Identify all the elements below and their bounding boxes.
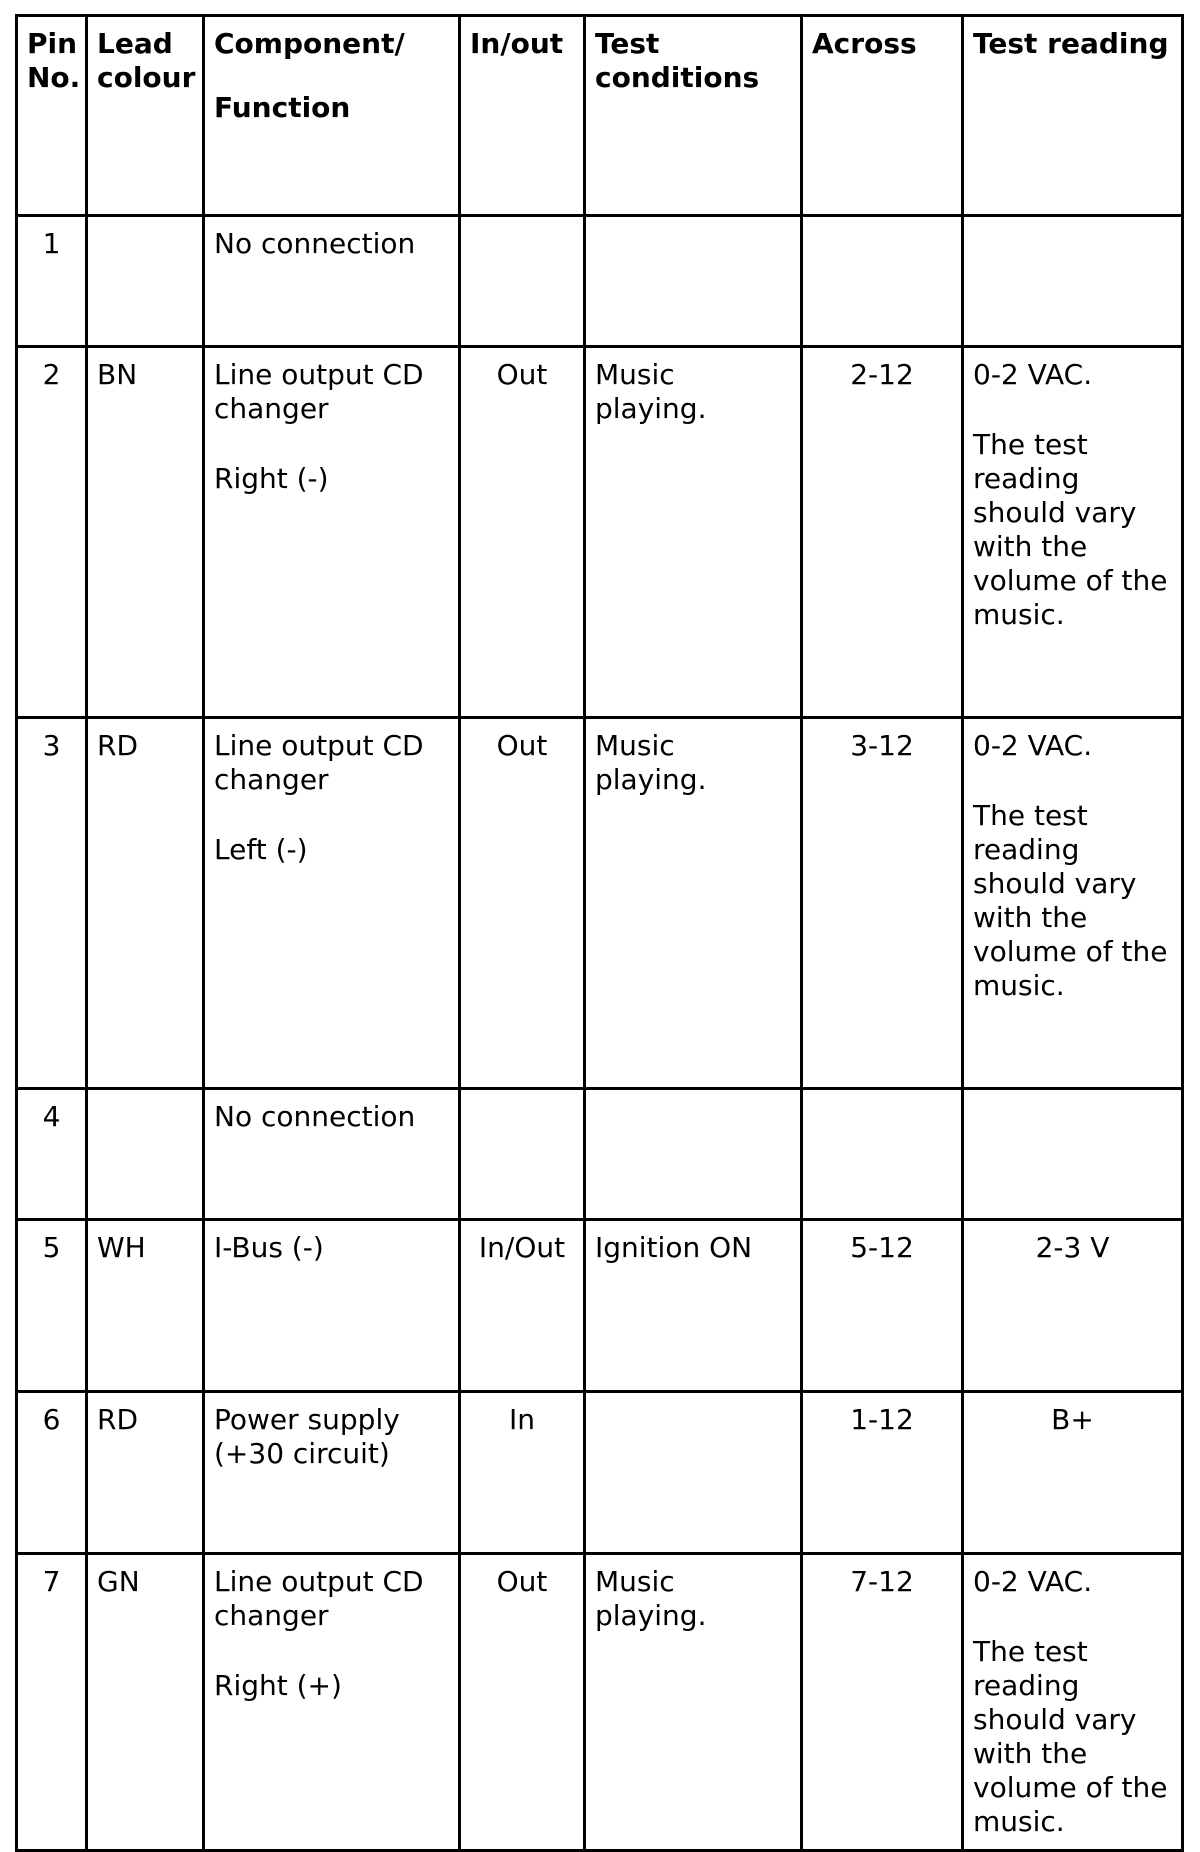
reading-text: B+: [1051, 1403, 1094, 1436]
cell-pin-no: 4: [17, 1089, 87, 1220]
component-text: I-Bus (-): [214, 1231, 324, 1264]
header-pin-no: Pin No.: [17, 16, 87, 216]
cell-test-conditions: [585, 216, 802, 347]
header-in-out: In/out: [460, 16, 585, 216]
cell-test-conditions: [585, 1392, 802, 1554]
cell-in-out: Out: [460, 718, 585, 1089]
reading-text: 0-2 VAC.: [973, 1565, 1093, 1598]
cell-pin-no: 6: [17, 1392, 87, 1554]
cell-lead-colour: [87, 1089, 204, 1220]
table-row: [17, 347, 1183, 718]
table-row: [17, 1392, 1183, 1554]
cell-across: 1-12: [802, 1392, 963, 1554]
cell-lead-colour: BN: [87, 347, 204, 718]
table-row: [17, 1554, 1183, 1851]
component-text: Right (+): [214, 1669, 342, 1702]
cell-component-function: [204, 1392, 460, 1554]
cell-across: 7-12: [802, 1554, 963, 1851]
header-test-conditions: Test conditions: [585, 16, 802, 216]
reading-text: 0-2 VAC.: [973, 358, 1093, 391]
cell-test-reading: [963, 1220, 1183, 1392]
cell-component-function: [204, 216, 460, 347]
table-row: [17, 1220, 1183, 1392]
cell-lead-colour: RD: [87, 1392, 204, 1554]
component-text: Line output CD changer: [214, 1565, 424, 1632]
component-text: Line output CD changer: [214, 358, 424, 425]
cell-pin-no: 5: [17, 1220, 87, 1392]
cell-test-reading: [963, 1392, 1183, 1554]
cell-lead-colour: GN: [87, 1554, 204, 1851]
reading-text: The test reading should vary with the volume of the music.: [973, 428, 1168, 631]
table-row: [17, 718, 1183, 1089]
cell-test-conditions: Music playing.: [585, 1554, 802, 1851]
header-component-function: Component/ Function: [204, 16, 460, 216]
cell-test-reading: [963, 718, 1183, 1089]
component-text: Power supply (+30 circuit): [214, 1403, 400, 1470]
component-text: Left (-): [214, 833, 308, 866]
cell-pin-no: 3: [17, 718, 87, 1089]
component-text: No connection: [214, 227, 416, 260]
pin-test-table: [15, 14, 1184, 1852]
cell-test-conditions: Music playing.: [585, 718, 802, 1089]
cell-test-reading: [963, 1089, 1183, 1220]
header-test-reading: Test reading: [963, 16, 1183, 216]
cell-in-out: [460, 1089, 585, 1220]
cell-in-out: In: [460, 1392, 585, 1554]
cell-component-function: [204, 1554, 460, 1851]
cell-lead-colour: [87, 216, 204, 347]
table-row: [17, 1089, 1183, 1220]
header-row: [17, 16, 1183, 216]
cell-pin-no: 2: [17, 347, 87, 718]
cell-across: [802, 216, 963, 347]
cell-component-function: [204, 718, 460, 1089]
cell-component-function: [204, 1220, 460, 1392]
cell-in-out: [460, 216, 585, 347]
cell-across: 2-12: [802, 347, 963, 718]
cell-test-conditions: Music playing.: [585, 347, 802, 718]
cell-component-function: [204, 1089, 460, 1220]
reading-text: The test reading should vary with the volume of the music.: [973, 799, 1168, 1002]
cell-in-out: Out: [460, 347, 585, 718]
reading-text: 2-3 V: [1035, 1231, 1110, 1264]
cell-in-out: In/Out: [460, 1220, 585, 1392]
cell-across: 3-12: [802, 718, 963, 1089]
component-text: No connection: [214, 1100, 416, 1133]
reading-text: 0-2 VAC.: [973, 729, 1093, 762]
cell-test-reading: [963, 1554, 1183, 1851]
cell-lead-colour: RD: [87, 718, 204, 1089]
cell-lead-colour: WH: [87, 1220, 204, 1392]
reading-text: The test reading should vary with the volume of the music.: [973, 1635, 1168, 1838]
cell-test-reading: [963, 216, 1183, 347]
cell-test-conditions: [585, 1089, 802, 1220]
cell-test-reading: [963, 347, 1183, 718]
cell-component-function: [204, 347, 460, 718]
cell-across: 5-12: [802, 1220, 963, 1392]
cell-in-out: Out: [460, 1554, 585, 1851]
component-text: Right (-): [214, 462, 329, 495]
cell-across: [802, 1089, 963, 1220]
header-lead-colour: Lead colour: [87, 16, 204, 216]
cell-pin-no: 7: [17, 1554, 87, 1851]
cell-test-conditions: Ignition ON: [585, 1220, 802, 1392]
header-across: Across: [802, 16, 963, 216]
cell-pin-no: 1: [17, 216, 87, 347]
table-row: [17, 216, 1183, 347]
component-text: Line output CD changer: [214, 729, 424, 796]
